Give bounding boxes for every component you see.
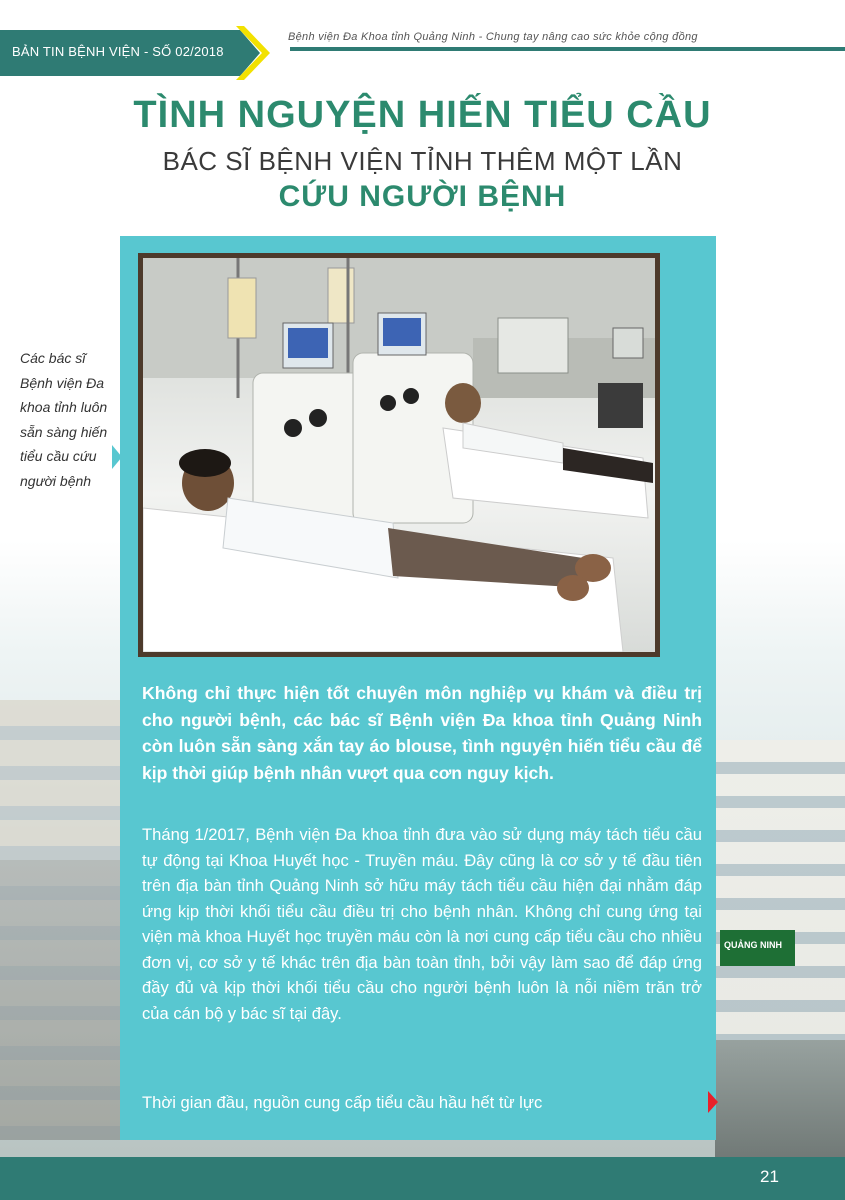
article-lead-paragraph: Không chỉ thực hiện tốt chuyên môn nghiệp vụ khám và điều trị cho người bệnh, các bác sĩ Bệnh viện Đa khoa tỉnh Quảng Ninh còn luôn sẵn sàng xắn tay áo blouse, tình nguyện hiến tiểu cầu để kịp thời giúp bệnh nhân vượt qua cơn nguy kịch. bbox=[142, 683, 702, 783]
footer-band bbox=[0, 1157, 845, 1200]
header-tagline: Bệnh viện Đa Khoa tỉnh Quảng Ninh - Chung tay nâng cao sức khỏe cộng đồng bbox=[288, 31, 698, 43]
header-rule bbox=[290, 47, 845, 51]
article-body-paragraph-1: Tháng 1/2017, Bệnh viện Đa khoa tỉnh đưa vào sử dụng máy tách tiểu cầu tự động tại Khoa Huyết học - Truyền máu. Đây cũng là cơ sở y tế đầu tiên trên địa bàn tỉnh Quảng Ninh sở hữu máy tách tiểu cầu hiện đại nhằm đáp ứng kịp thời khối tiểu cầu điều trị cho bệnh nhân. Không chỉ cung ứng tại viện mà khoa Huyết học truyền máu còn là nơi cung cấp tiểu cầu cho nhiều đơn vị, cơ sở y tế khác trên địa bàn toàn tỉnh, bởi vậy làm sao để đáp ứng đầy đủ và kịp thời khối tiểu cầu cho người bệnh luôn là nỗi niềm trăn trở của cán bộ y bác sĩ tại đây. bbox=[142, 825, 702, 1023]
photo-caption: Các bác sĩ Bệnh viện Đa khoa tỉnh luôn sẵn sàng hiến tiểu cầu cứu người bệnh bbox=[20, 350, 108, 489]
article-title: TÌNH NGUYỆN HIẾN TIỂU CẦU bbox=[133, 94, 712, 136]
continue-arrow-icon bbox=[708, 1091, 718, 1113]
background-fence-left bbox=[0, 860, 125, 1140]
article-subtitle-line2: CỨU NGƯỜI BỆNH bbox=[278, 180, 567, 213]
article-photo bbox=[143, 258, 655, 652]
page-number: 21 bbox=[760, 1167, 779, 1186]
background-ground-right bbox=[715, 1040, 845, 1160]
platelet-donation-photo-illustration bbox=[143, 258, 655, 652]
background-building-right bbox=[715, 740, 845, 1040]
background-hospital-sign-text: QUẢNG NINH bbox=[724, 940, 782, 950]
article-body-paragraph-2: Thời gian đầu, nguồn cung cấp tiểu cầu hầu hết từ lực bbox=[142, 1093, 543, 1112]
newsletter-issue-label: BẢN TIN BỆNH VIỆN - SỐ 02/2018 bbox=[12, 44, 224, 59]
article-subtitle-line1: BÁC SĨ BỆNH VIỆN TỈNH THÊM MỘT LẦN bbox=[162, 146, 683, 176]
